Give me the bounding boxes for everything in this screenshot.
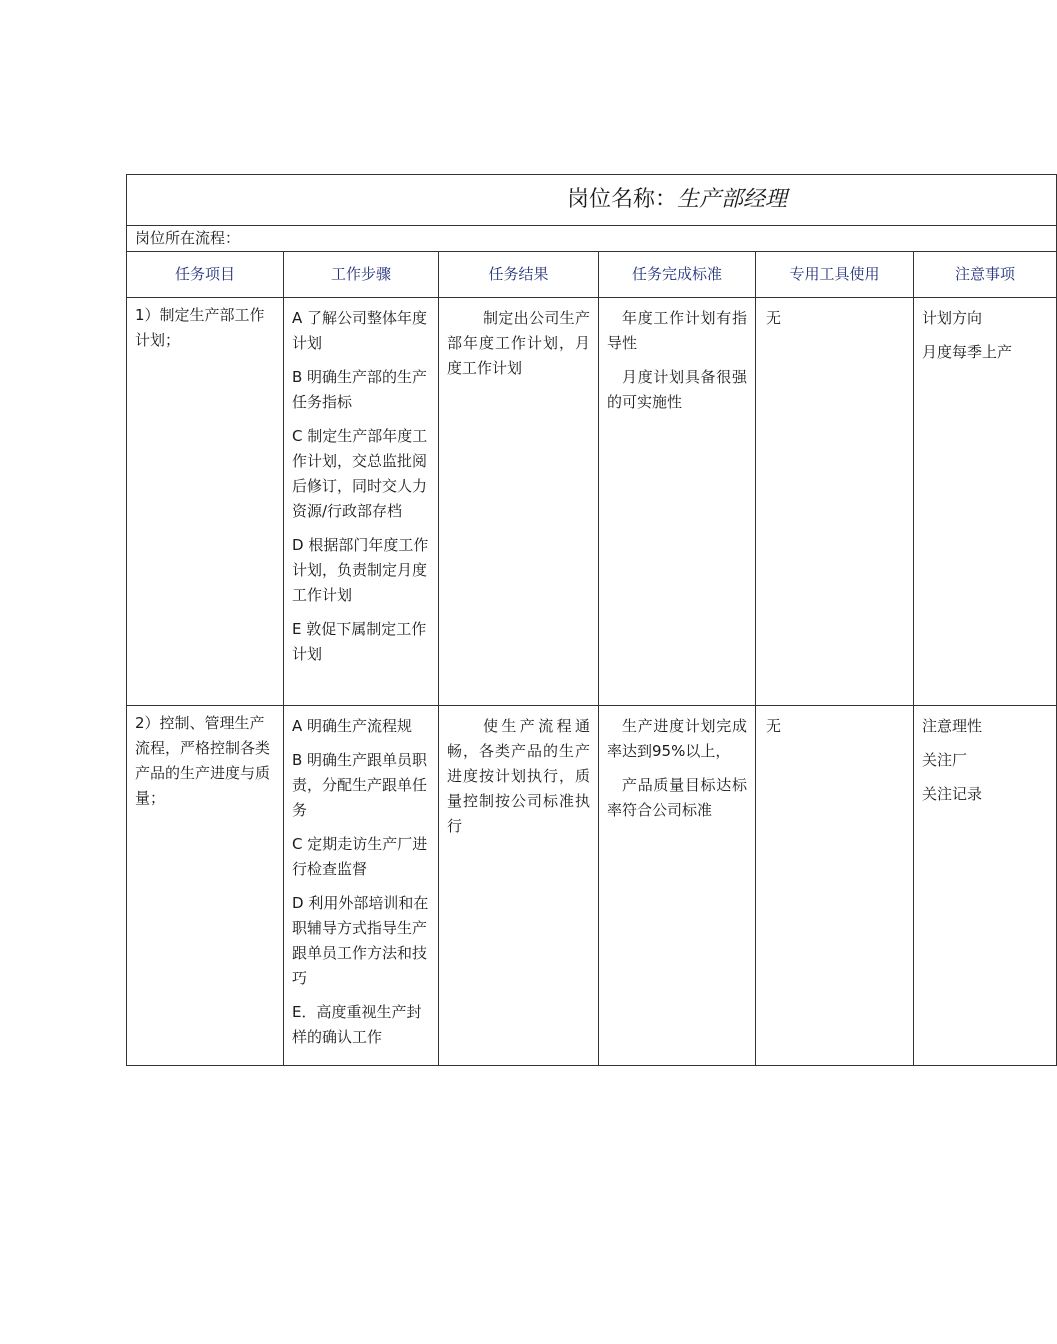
- header-steps: 工作步骤: [284, 252, 439, 298]
- work-steps: [284, 298, 439, 706]
- header-standard: 任务完成标准: [599, 252, 756, 298]
- work-steps: [284, 706, 439, 1066]
- task-result: [439, 298, 599, 706]
- task-result: [439, 706, 599, 1066]
- step-item: D 利用外部培训和在职辅导方式指导生产跟单员工作方法和技巧: [292, 894, 429, 987]
- standard-item: 产品质量目标达标率符合公司标准: [607, 776, 747, 819]
- title-label: 岗位名称：: [567, 187, 678, 212]
- step-item: D 根据部门年度工作计划，负责制定月度工作计划: [292, 536, 429, 604]
- title-row: [127, 175, 1057, 226]
- task-item: 1）制定生产部工作计划；: [127, 298, 284, 706]
- process-row: [127, 226, 1057, 252]
- result-text: 使生产流程通畅，各类产品的生产进度按计划执行，质量控制按公司标准执行: [447, 717, 590, 835]
- note-item: 注意理性: [922, 717, 983, 735]
- header-task: 任务项目: [127, 252, 284, 298]
- note-item: 关注厂: [922, 751, 968, 769]
- step-item: E．高度重视生产封样的确认工作: [292, 1003, 422, 1046]
- standard-item: 生产进度计划完成率达到95%以上，: [607, 717, 747, 760]
- header-row: [127, 252, 1057, 298]
- notes-cell: [914, 298, 1057, 706]
- notes-cell: [914, 706, 1057, 1066]
- page-title: [567, 186, 787, 214]
- result-text: 制定出公司生产部年度工作计划，月度工作计划: [447, 309, 590, 377]
- standard-item: 年度工作计划有指导性: [607, 309, 747, 352]
- note-item: 关注记录: [922, 785, 983, 803]
- standard-item: 月度计划具备很强的可实施性: [607, 368, 747, 411]
- task-item: 2）控制、管理生产流程，严格控制各类产品的生产进度与质量；: [127, 706, 284, 1066]
- note-item: 月度每季上产: [922, 343, 1013, 361]
- process-label: 岗位所在流程：: [127, 226, 1057, 252]
- special-tools: 无: [756, 298, 914, 706]
- completion-standard: [599, 706, 756, 1066]
- job-description-table: [126, 174, 1057, 1066]
- step-item: B 明确生产跟单员职责，分配生产跟单任务: [292, 751, 428, 819]
- table-row: [127, 706, 1057, 1066]
- header-result: 任务结果: [439, 252, 599, 298]
- step-item: C 制定生产部年度工作计划，交总监批阅后修订，同时交人力资源/行政部存档: [292, 427, 428, 520]
- title-cell: [127, 175, 1057, 226]
- note-item: 计划方向: [922, 309, 983, 327]
- special-tools: 无: [756, 706, 914, 1066]
- step-item: C 定期走访生产厂进行检查监督: [292, 835, 428, 878]
- step-item: A 了解公司整体年度计划: [292, 309, 428, 352]
- completion-standard: [599, 298, 756, 706]
- header-tools: 专用工具使用: [756, 252, 914, 298]
- header-notes: 注意事项: [914, 252, 1057, 298]
- step-item: A 明确生产流程规: [292, 717, 413, 735]
- table-row: [127, 298, 1057, 706]
- step-item: E 敦促下属制定工作计划: [292, 620, 427, 663]
- title-value: 生产部经理: [677, 187, 788, 212]
- step-item: B 明确生产部的生产任务指标: [292, 368, 428, 411]
